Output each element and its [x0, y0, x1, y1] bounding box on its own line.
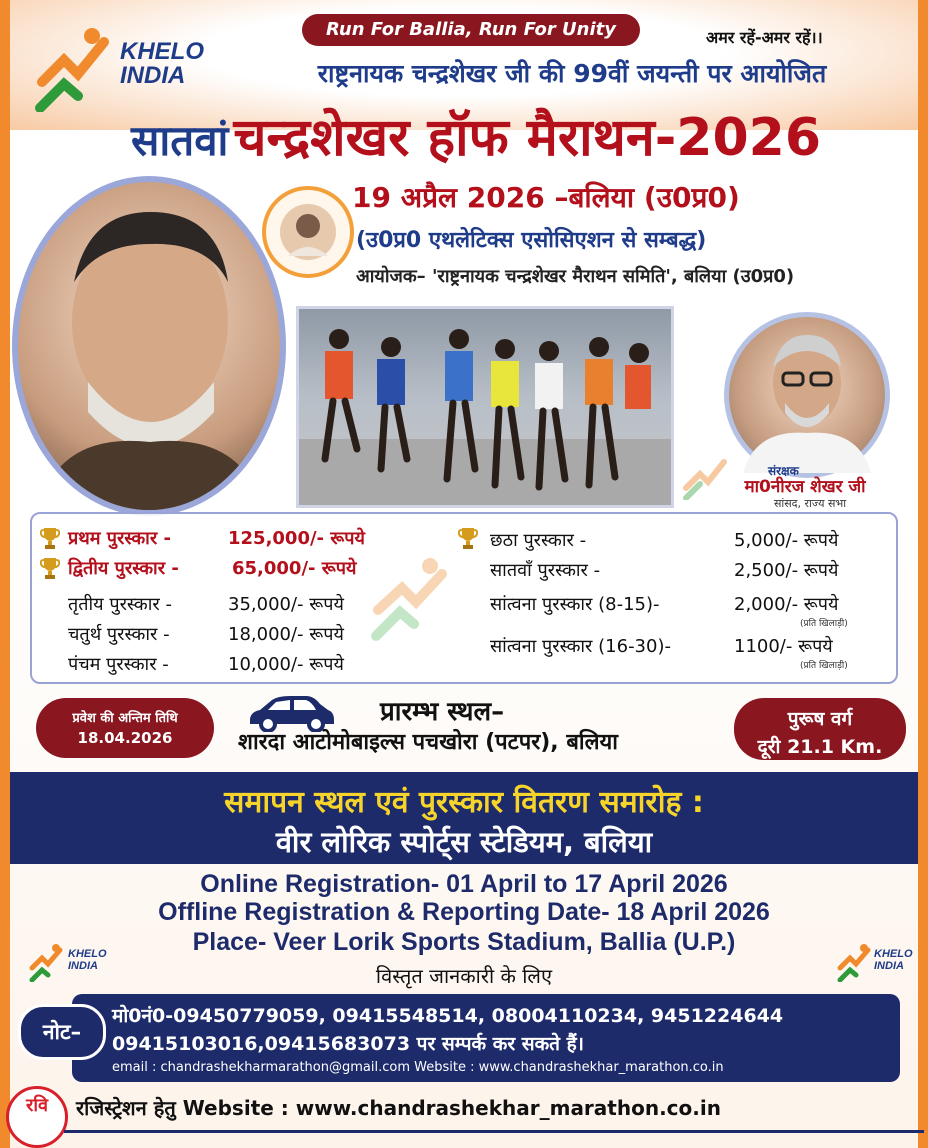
seal-emblem-icon	[266, 190, 350, 274]
prize-label: पंचम पुरस्कार -	[68, 654, 169, 675]
contact-email-website[interactable]: email : chandrashekharmarathon@gmail.com Website : www.chandrashekhar_marathon.co.in	[112, 1060, 724, 1075]
bottom-rule	[64, 1130, 924, 1133]
note-label: नोट–	[18, 1004, 106, 1060]
prize-amount: 65,000/- रूपये	[232, 558, 357, 579]
category-label: पुरूष वर्ग	[787, 708, 853, 730]
contact-phones-2: 09415103016,09415683073 पर सम्पर्क कर सकते हैं।	[112, 1033, 584, 1055]
slogan: अमर रहें-अमर रहें।।	[706, 28, 823, 47]
start-point-title: प्रारम्भ स्थल–	[380, 697, 505, 727]
prize-label: सातवाँ पुरस्कार -	[490, 560, 601, 581]
title-main: चन्द्रशेखर हॉफ मैराथन-2026	[233, 108, 822, 168]
chandrashekhar-seal	[262, 186, 354, 278]
trophy-icon	[40, 526, 60, 550]
runners-illustration-icon	[299, 309, 671, 505]
logo-text-india: INDIA	[120, 62, 186, 89]
runners-photo	[296, 306, 674, 508]
event-affiliation: (उ0प्र0 एथलेटिक्स एसोसिएशन से सम्बद्ध)	[356, 228, 707, 253]
prize-label: सांत्वना पुरस्कार (16-30)-	[490, 636, 671, 657]
prize-label: सांत्वना पुरस्कार (8-15)-	[490, 594, 660, 615]
portrait-photo	[12, 176, 286, 516]
prize-amount: 10,000/- रूपये	[228, 654, 344, 675]
left-border	[0, 0, 10, 1148]
event-organizer: आयोजक– 'राष्ट्रनायक चन्द्रशेखर मैराथन समिति', बलिया (उ0प्र0)	[356, 266, 795, 287]
logo-small-right-khelo: KHELO	[874, 948, 913, 960]
event-date-place: 19 अप्रैल 2026 –बलिया (उ0प्र0)	[352, 181, 740, 214]
contact-phones-1: मो0नं0-09450779059, 09415548514, 08004110234, 9451224644	[112, 1005, 784, 1027]
title-prefix: सातवां	[130, 116, 229, 165]
patron-name: मा0नीरज शेखर जी	[744, 477, 866, 497]
entry-deadline-label: प्रवेश की अन्तिम तिथि	[72, 711, 178, 726]
ravi-logo-text: रवि	[25, 1095, 49, 1116]
patron-title: सांसद, राज्य सभा	[773, 497, 847, 510]
category-distance: दूरी 21.1 Km.	[757, 736, 883, 758]
prize-label: चतुर्थ पुरस्कार -	[68, 624, 170, 645]
registration-place: Place- Veer Lorik Sports Stadium, Ballia (U.P.)	[192, 928, 736, 956]
category-badge	[734, 698, 906, 760]
more-info-label: विस्तृत जानकारी के लिए	[375, 964, 553, 988]
trophy-icon	[458, 526, 478, 550]
logo-small-left-khelo: KHELO	[68, 948, 107, 960]
trophy-icon	[40, 556, 60, 580]
prize-amount: 5,000/- रूपये	[734, 530, 839, 551]
patron-photo	[724, 312, 890, 478]
right-border	[918, 0, 928, 1148]
main-title	[36, 100, 916, 171]
prize-amount: 1100/- रूपये	[734, 636, 833, 657]
logo-text-khelo: KHELO	[120, 38, 204, 65]
start-point-place: शारदा आटोमोबाइल्स पचखोरा (पटपर), बलिया	[238, 730, 618, 755]
registration-website[interactable]: रजिस्ट्रेशन हेतु Website : www.chandrashekhar_marathon.co.in	[76, 1096, 721, 1120]
logo-small-left-india: INDIA	[68, 960, 98, 972]
prize-label: तृतीय पुरस्कार -	[68, 594, 172, 615]
online-registration: Online Registration- 01 April to 17 April 2026	[200, 870, 728, 898]
khelo-india-watermark-center-icon	[368, 552, 458, 642]
prize-amount: 18,000/- रूपये	[228, 624, 344, 645]
entry-deadline-date: 18.04.2026	[77, 729, 173, 747]
entry-deadline-badge	[36, 698, 214, 758]
subtitle: राष्ट्रनायक चन्द्रशेखर जी की 99वीं जयन्ती पर आयोजित	[317, 59, 827, 88]
prize-amount: 2,500/- रूपये	[734, 560, 839, 581]
prize-label: प्रथम पुरस्कार -	[68, 528, 171, 549]
khelo-india-watermark-icon	[682, 452, 730, 500]
finish-title: समापन स्थल एवं पुरस्कार वितरण समारोह :	[224, 785, 704, 820]
ravi-logo	[6, 1086, 68, 1148]
prize-label: छठा पुरस्कार -	[490, 530, 587, 551]
offline-registration: Offline Registration & Reporting Date- 18 April 2026	[158, 898, 770, 926]
logo-small-right-india: INDIA	[874, 960, 904, 972]
khelo-india-logo-icon	[34, 22, 114, 112]
prize-label: द्वितीय पुरस्कार -	[68, 558, 179, 579]
finish-place: वीर लोरिक स्पोर्ट्स स्टेडियम, बलिया	[275, 825, 653, 859]
patron-illustration-icon	[729, 317, 885, 473]
prize-note: (प्रति खिलाड़ी)	[800, 661, 848, 671]
portrait-illustration-icon	[18, 182, 280, 510]
patron-role: संरक्षक	[768, 464, 799, 478]
prize-amount: 2,000/- रूपये	[734, 594, 839, 615]
prize-amount: 35,000/- रूपये	[228, 594, 344, 615]
tagline: Run For Ballia, Run For Unity	[302, 14, 640, 46]
prize-amount: 125,000/- रूपये	[228, 528, 365, 549]
prize-note: (प्रति खिलाड़ी)	[800, 619, 848, 629]
